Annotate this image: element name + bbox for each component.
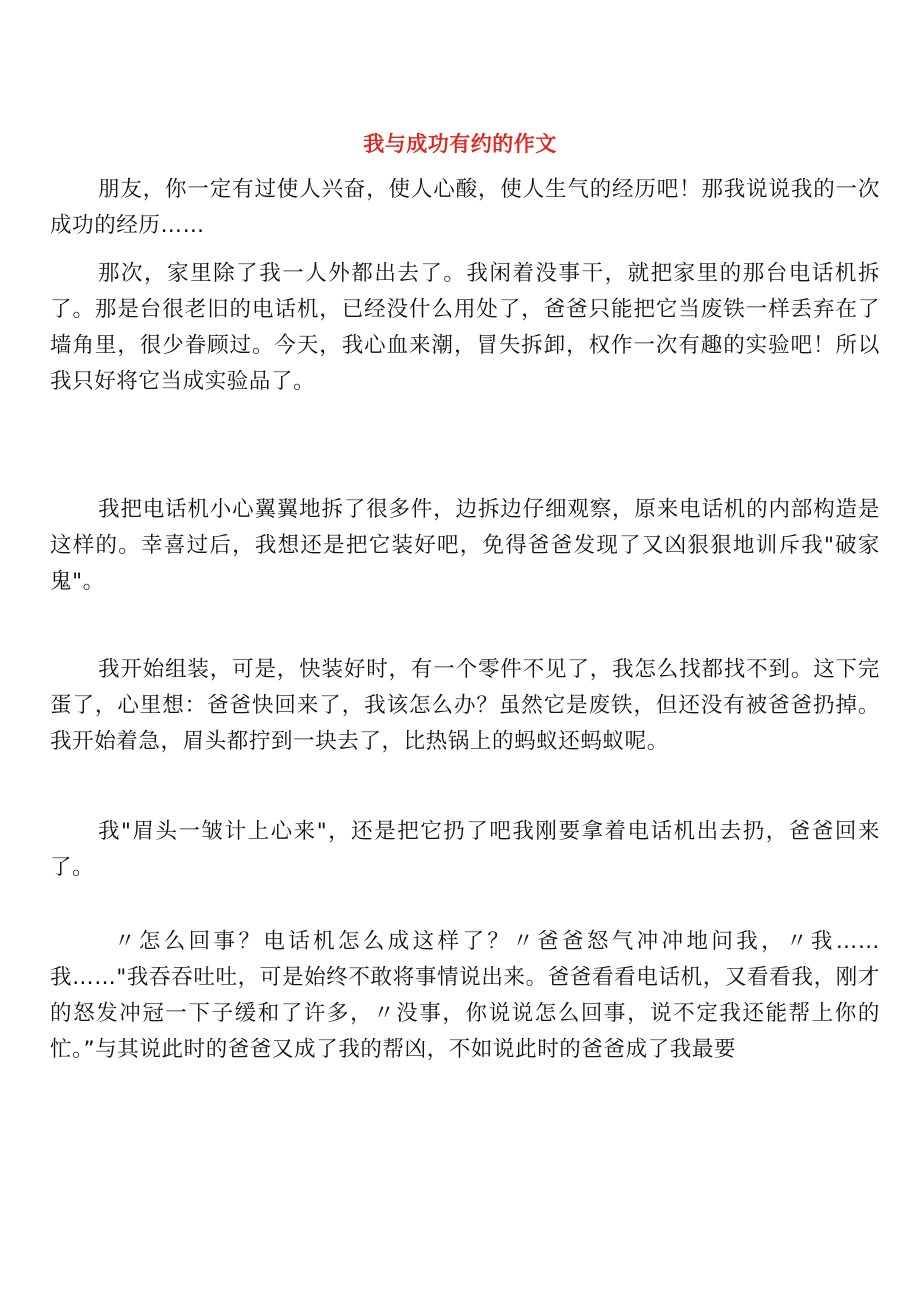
document-title: 我与成功有约的作文: [363, 132, 557, 157]
paragraph-6: 〃怎么回事？电话机怎么成这样了？〃爸爸怒气冲冲地问我，〃我……我……"我吞吞吐吐，可是始终不敢将事情说出来。爸爸看看电话机，又看看我，刚才的怒发冲冠一下子缓和了许多，〃没事，你说说怎么回事，说不定我还能帮上你的忙。”与其说此时的爸爸又成了我的帮凶，不如说此时的爸爸成了我最要: [50, 929, 880, 1062]
paragraph-1: 朋友，你一定有过使人兴奋，使人心酸，使人生气的经历吧！那我说说我的一次成功的经历……: [50, 177, 880, 238]
paragraph-4: 我开始组装，可是，快装好时，有一个零件不见了，我怎么找都找不到。这下完蛋了，心里想：爸爸快回来了，我该怎么办？虽然它是废铁，但还没有被爸爸扔掉。我开始着急，眉头都拧到一块去了，比热锅上的蚂蚁还蚂蚁呢。: [50, 657, 880, 754]
paragraph-5: 我"眉头一皱计上心来"，还是把它扔了吧我刚要拿着电话机出去扔，爸爸回来了。: [50, 819, 880, 880]
paragraph-2: 那次，家里除了我一人外都出去了。我闲着没事干，就把家里的那台电话机拆了。那是台很老旧的电话机，已经没什么用处了，爸爸只能把它当废铁一样丢弃在了墙角里，很少眷顾过。今天，我心血来潮，冒失拆卸，权作一次有趣的实验吧！所以我只好将它当成实验品了。: [50, 261, 880, 394]
paragraph-3: 我把电话机小心翼翼地拆了很多件，边拆边仔细观察，原来电话机的内部构造是这样的。幸喜过后，我想还是把它装好吧，免得爸爸发现了又凶狠狠地训斥我"破家鬼"。: [50, 497, 880, 594]
